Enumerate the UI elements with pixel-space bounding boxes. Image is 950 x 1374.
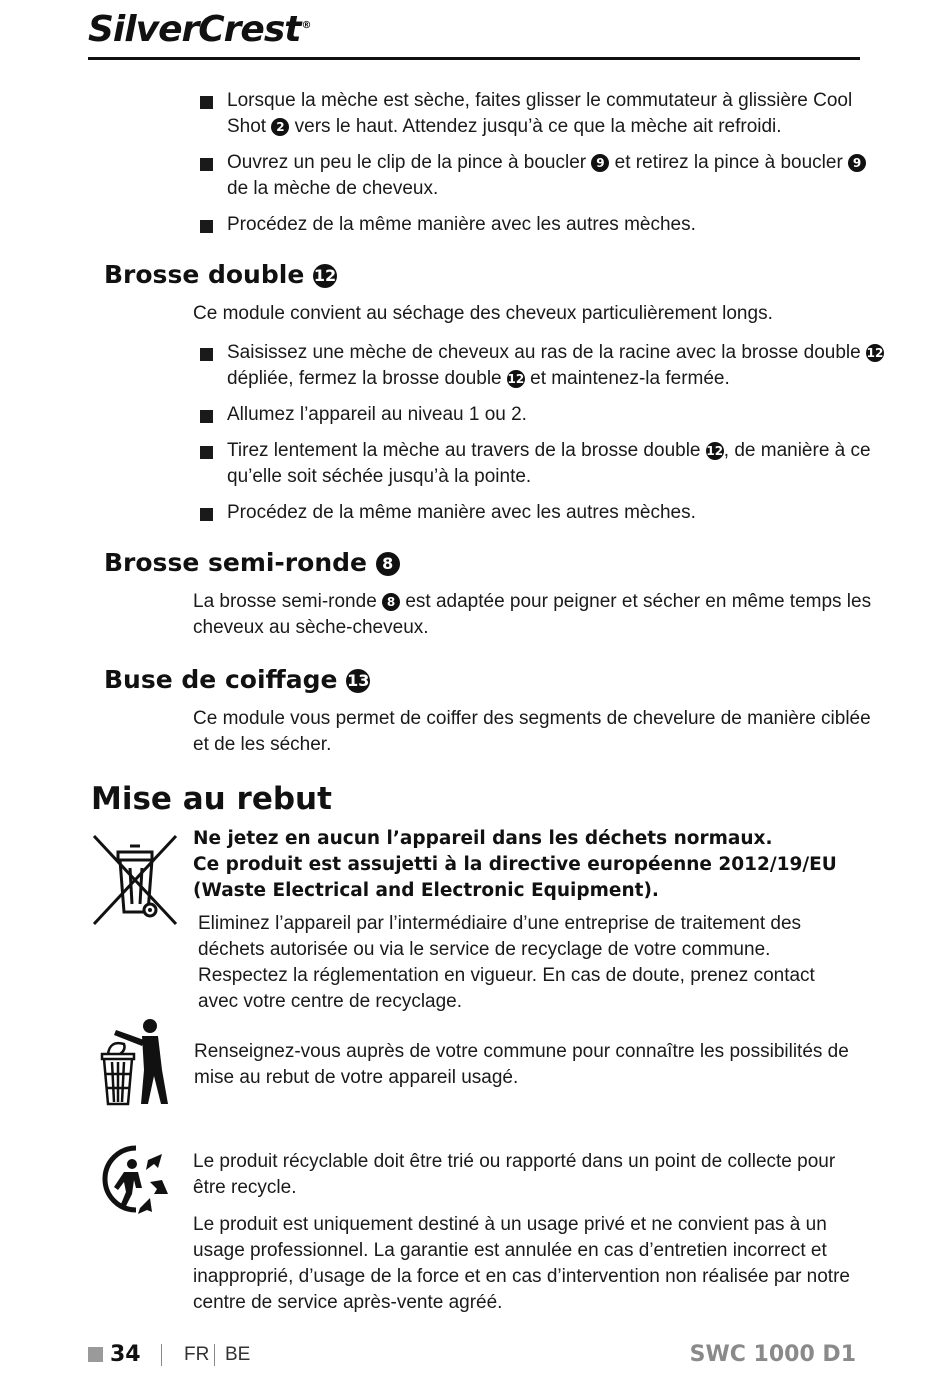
- list-item: [227, 438, 871, 490]
- bullet-line: qu’elle soit séchée jusqu’à la pointe.: [227, 466, 532, 487]
- recycling-info: [193, 1149, 835, 1201]
- reference-number: 2: [271, 118, 289, 136]
- bullet-line: Procédez de la même manière avec les autres mèches.: [227, 214, 696, 235]
- bullet-line: Shot 2 vers le haut. Attendez jusqu’à ce que la mèche ait refroidi.: [227, 116, 782, 137]
- language-code: FR: [184, 1344, 210, 1365]
- footer-marker: [88, 1347, 103, 1362]
- list-item: [227, 212, 696, 238]
- section-heading-brosse-double: Brosse double 12: [104, 260, 337, 289]
- chapter-heading-mise-au-rebut: Mise au rebut: [91, 781, 332, 817]
- warning-line: Ce produit est assujetti à la directive européenne 2012/19/EU: [193, 854, 837, 875]
- footer-divider: [214, 1344, 215, 1366]
- list-item: [227, 88, 852, 140]
- bullet-line: Procédez de la même manière avec les autres mèches.: [227, 502, 696, 523]
- bullet-line: Tirez lentement la mèche au travers de la brosse double 12, de manière à ce: [227, 440, 871, 461]
- body-line: La brosse semi-ronde 8 est adaptée pour peigner et sécher en même temps les: [193, 591, 872, 612]
- reference-number: 12: [313, 264, 337, 288]
- body-line: centre de service après-vente agréé.: [193, 1292, 503, 1313]
- body-line: Ce module vous permet de coiffer des segments de chevelure de manière ciblée: [193, 708, 871, 729]
- page-number: 34: [110, 1342, 141, 1367]
- list-item: [227, 150, 866, 202]
- body-line: Eliminez l’appareil par l’intermédiaire d’une entreprise de traitement des: [198, 913, 802, 934]
- bullet-marker: [200, 158, 213, 171]
- bullet-marker: [200, 446, 213, 459]
- section-intro: Ce module convient au séchage des cheveux particulièrement longs.: [193, 303, 773, 324]
- reference-number: 9: [591, 154, 609, 172]
- disposal-warning: [193, 826, 837, 904]
- body-line: déchets autorisée ou via le service de recyclage de votre commune.: [198, 939, 771, 960]
- bullet-line: Ouvrez un peu le clip de la pince à boucler 9 et retirez la pince à boucler 9: [227, 150, 866, 176]
- bullet-line: Allumez l’appareil au niveau 1 ou 2.: [227, 404, 527, 425]
- model-number: SWC 1000 D1: [689, 1342, 856, 1367]
- section-body: [193, 589, 871, 641]
- reference-number: 8: [382, 593, 400, 611]
- body-line: Le produit récyclable doit être trié ou rapporté dans un point de collecte pour: [193, 1151, 836, 1172]
- warning-line: (Waste Electrical and Electronic Equipment).: [193, 880, 659, 901]
- section-heading-buse-de-coiffage: Buse de coiffage 13: [104, 665, 370, 694]
- body-line: être recycle.: [193, 1177, 297, 1198]
- header-rule: [88, 57, 860, 60]
- triman-recycle-icon: [96, 1142, 174, 1216]
- body-line: mise au rebut de votre appareil usagé.: [194, 1067, 519, 1088]
- bullet-marker: [200, 508, 213, 521]
- bullet-line: Saisissez une mèche de cheveux au ras de la racine avec la brosse double 12: [227, 342, 884, 363]
- crossed-bin-icon: [90, 832, 180, 928]
- list-item: [227, 500, 696, 526]
- reference-number: 12: [706, 444, 724, 458]
- body-line: Le produit est uniquement destiné à un usage privé et ne convient pas à un: [193, 1214, 827, 1235]
- bullet-marker: [200, 348, 213, 361]
- footer-divider: [161, 1344, 162, 1366]
- list-item: [227, 402, 527, 428]
- weee-instructions: [198, 911, 815, 1015]
- brand-logo: [88, 4, 310, 52]
- bullet-line: de la mèche de cheveux.: [227, 178, 439, 199]
- body-line: cheveux au sèche-cheveux.: [193, 617, 429, 638]
- bullet-marker: [200, 410, 213, 423]
- local-disposal-info: [194, 1039, 849, 1091]
- section-body: [193, 706, 871, 758]
- reference-number: 12: [507, 372, 525, 386]
- section-heading-brosse-semi-ronde: Brosse semi-ronde 8: [104, 547, 400, 579]
- body-line: et de les sécher.: [193, 734, 332, 755]
- bullet-marker: [200, 220, 213, 233]
- body-line: Respectez la réglementation en vigueur. En cas de doute, prenez contact: [198, 965, 815, 986]
- body-line: usage professionnel. La garantie est annulée en cas d’entretien incorrect et: [193, 1240, 827, 1261]
- reference-number: 12: [866, 346, 884, 360]
- body-line: Renseignez-vous auprès de votre commune pour connaître les possibilités de: [194, 1041, 849, 1062]
- reference-number: 8: [376, 552, 400, 576]
- reference-number: 13: [346, 669, 370, 693]
- language-code: BE: [225, 1344, 251, 1365]
- brand-mark: ®: [301, 20, 311, 31]
- body-line: avec votre centre de recyclage.: [198, 991, 463, 1012]
- bullet-marker: [200, 96, 213, 109]
- body-line: inapproprié, d’usage de la force et en cas d’intervention non réalisée par notre: [193, 1266, 850, 1287]
- bullet-line: Lorsque la mèche est sèche, faites glisser le commutateur à glissière Cool: [227, 90, 853, 111]
- reference-number: 9: [848, 154, 866, 172]
- list-item: [227, 340, 884, 392]
- bullet-line: dépliée, fermez la brosse double 12 et maintenez-la fermée.: [227, 368, 730, 389]
- brand-name: SilverCrest: [88, 9, 301, 50]
- litter-bin-icon: [98, 1018, 170, 1108]
- private-use-notice: [193, 1212, 850, 1316]
- warning-line: Ne jetez en aucun l’appareil dans les déchets normaux.: [193, 828, 773, 849]
